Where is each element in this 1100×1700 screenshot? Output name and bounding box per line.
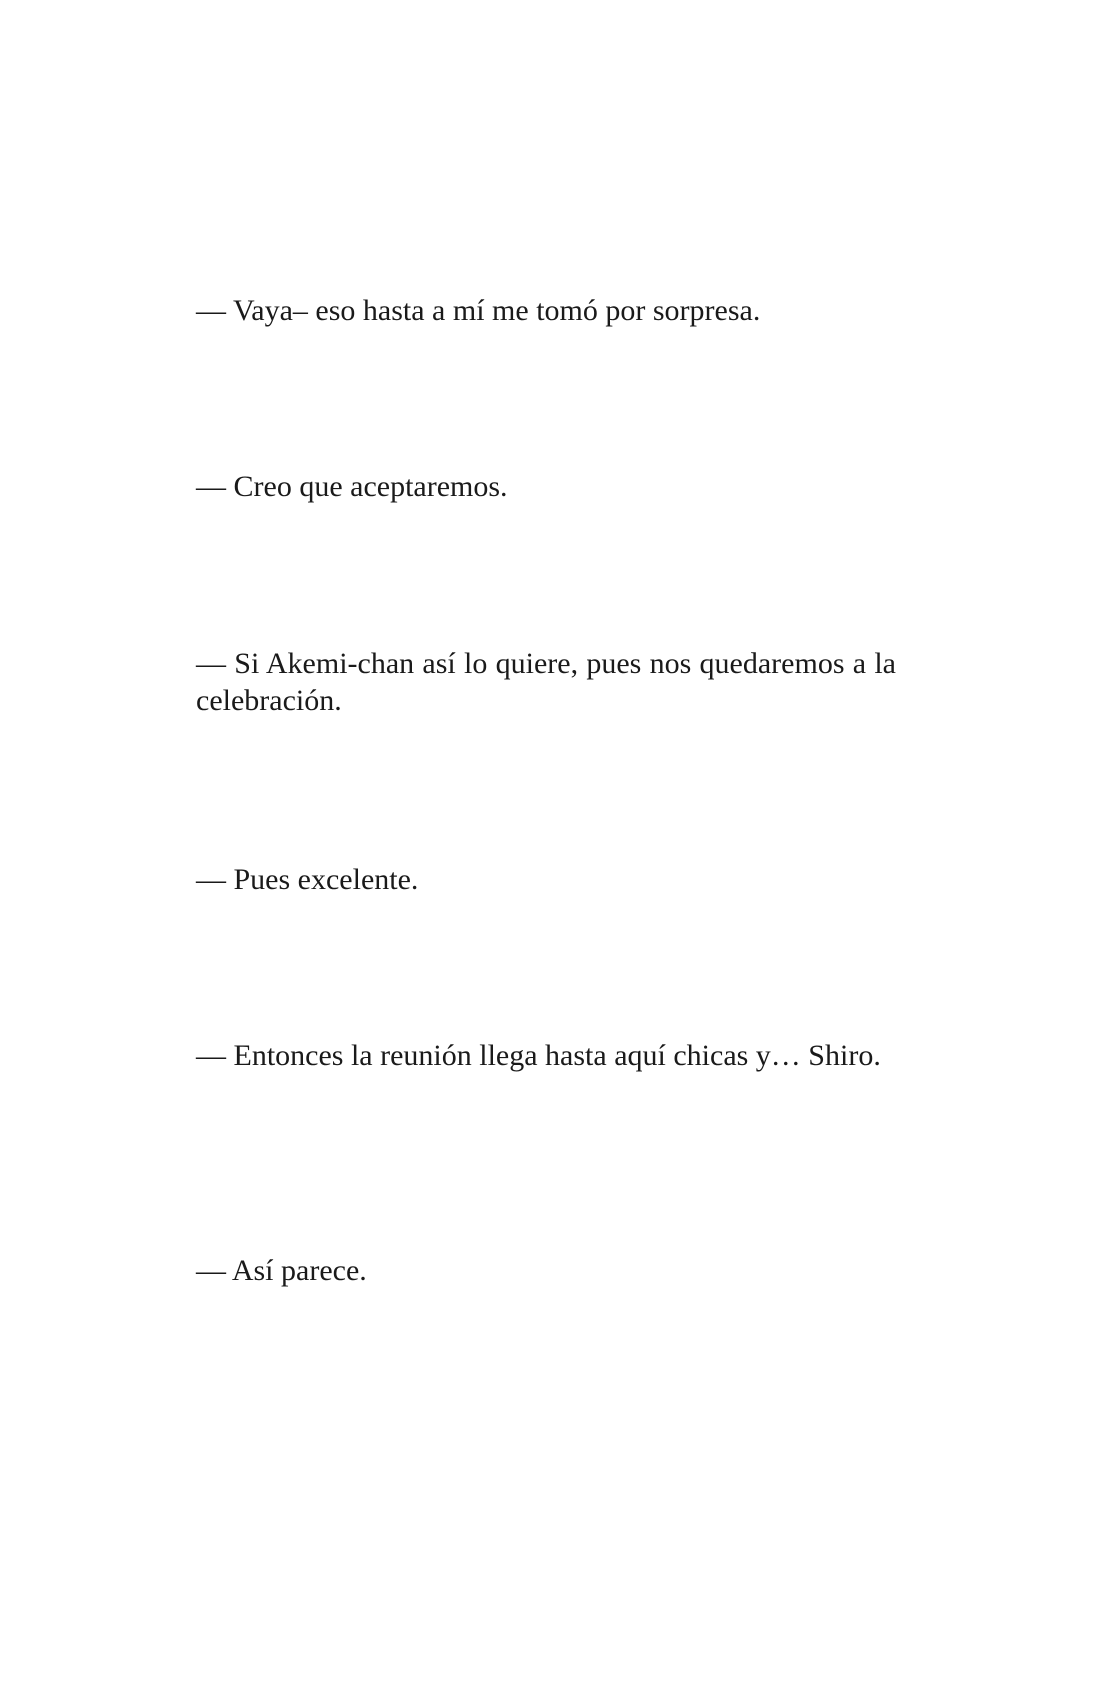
dialogue-line: — Pues excelente. xyxy=(196,863,419,896)
dialogue-line: — Vaya– eso hasta a mí me tomó por sorpresa. xyxy=(196,294,761,327)
dialogue-line: — Entonces la reunión llega hasta aquí chicas y… Shiro. xyxy=(196,1039,881,1072)
dialogue-line: — Creo que aceptaremos. xyxy=(196,470,508,503)
dialogue-line: — Así parece. xyxy=(196,1254,367,1287)
dialogue-line: — Si Akemi-chan así lo quiere, pues nos quedaremos a la celebración. xyxy=(196,647,896,717)
